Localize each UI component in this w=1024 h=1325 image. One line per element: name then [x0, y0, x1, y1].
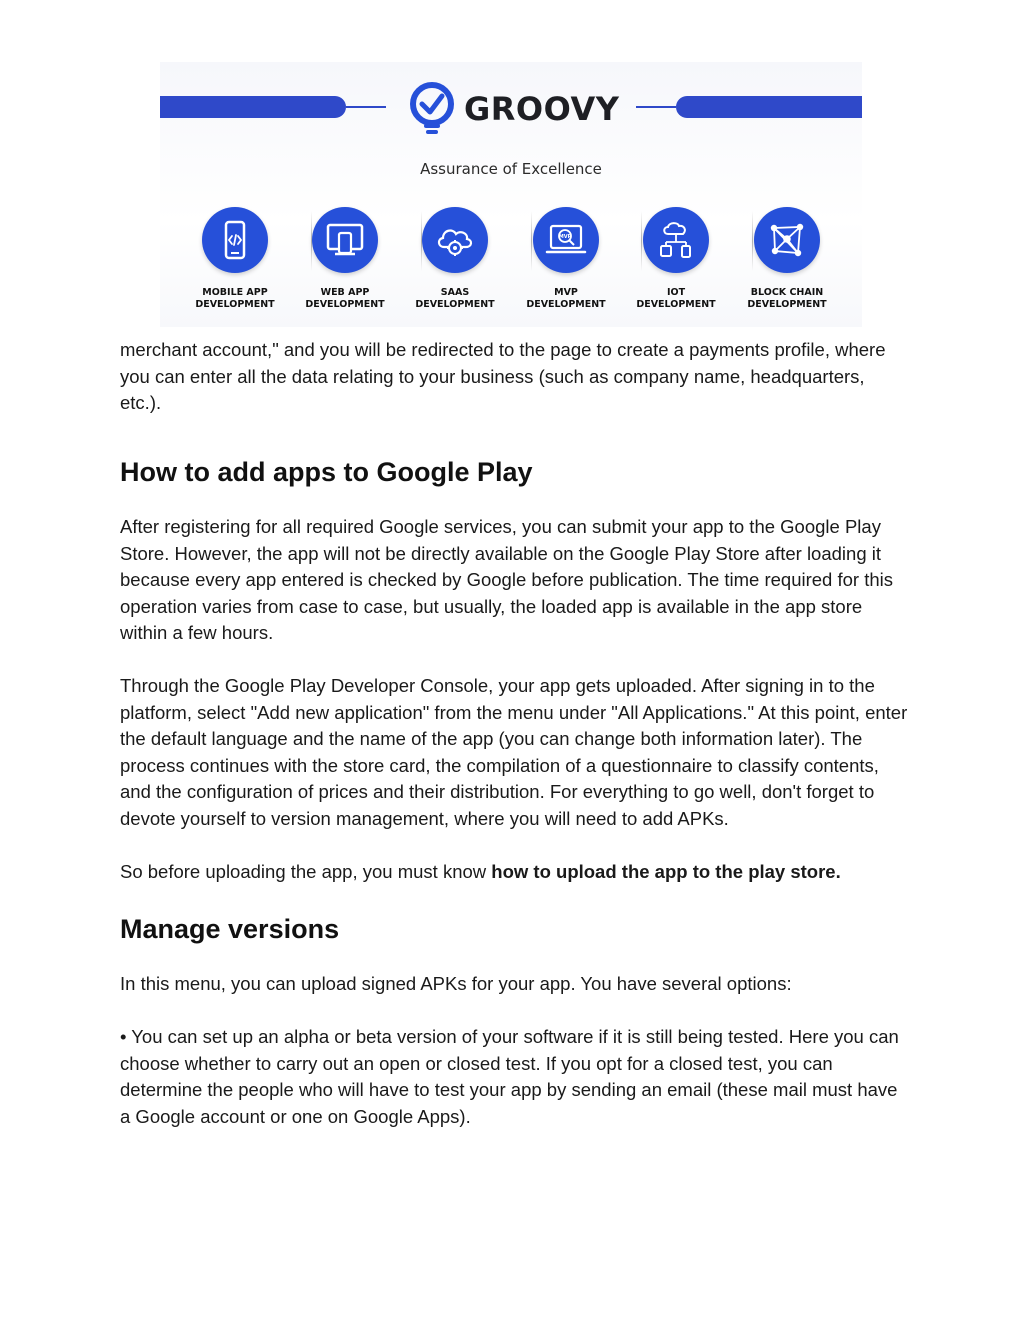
service-saas	[400, 207, 510, 311]
groovy-logo	[408, 82, 628, 138]
service-circle	[202, 207, 268, 273]
heading-manage-versions: Manage versions	[120, 914, 340, 944]
service-label-line: DEVELOPMENT	[526, 299, 606, 310]
service-label	[180, 287, 290, 311]
service-label-line: BLOCK CHAIN	[750, 287, 824, 298]
service-mvp	[511, 207, 621, 311]
mvp-laptop-icon	[545, 222, 587, 258]
cloud-gear-icon	[434, 221, 476, 259]
bullet-alpha-beta: • You can set up an alpha or beta version of your software if it is still being tested. Here you can choose whether to carry out an open or closed test. If you opt for a closed test, you can determine the people who will have to test your app by sending an email (these mail must have a Google account or one on Google Apps).	[120, 1026, 899, 1127]
service-label-line: DEVELOPMENT	[305, 299, 385, 310]
service-label	[732, 287, 842, 311]
mobile-code-icon	[217, 220, 253, 260]
service-web-app	[290, 207, 400, 311]
heading-add-apps: How to add apps to Google Play	[120, 457, 533, 487]
web-app-icon	[325, 222, 365, 258]
groovy-banner	[160, 62, 862, 327]
svg-text:MVP: MVP	[558, 234, 572, 240]
paragraph-after-registering: After registering for all required Google services, you can submit your app to the Google Play Store. However, the app will not be directly available on the Google Play Store after loading it because every app entered is checked by Google before publication. The time required for this operation varies from case to case, but usually, the loaded app is available in the app store within a few hours.	[120, 516, 894, 643]
service-block-chain	[732, 207, 842, 311]
blockchain-network-icon	[767, 220, 807, 260]
before-uploading-text: So before uploading the app, you must know	[120, 861, 492, 882]
iot-devices-icon	[656, 220, 696, 260]
service-label	[621, 287, 731, 311]
banner-bar-left	[160, 96, 346, 118]
banner-connector-right	[636, 106, 676, 108]
service-label	[400, 287, 510, 311]
service-circle	[312, 207, 378, 273]
banner-bar-right	[676, 96, 862, 118]
paragraph-manage-intro: In this menu, you can upload signed APKs for your app. You have several options:	[120, 973, 792, 994]
banner-connector-left	[346, 106, 386, 108]
service-label-line: IOT	[666, 287, 686, 298]
paragraph-developer-console: Through the Google Play Developer Console, your app gets uploaded. After signing in to the platform, select "Add new application" from the menu under "All Applications." At this point, enter the default language and the name of the app (you can change both information later). The process continues with the store card, the compilation of a questionnaire to classify contents, and the configuration of prices and their distribution. For everything to go well, don't forget to devote yourself to version management, where you will need to add APKs.	[120, 675, 908, 829]
service-label	[511, 287, 621, 311]
service-label-line: DEVELOPMENT	[195, 299, 275, 310]
services-row	[180, 207, 842, 317]
service-circle	[754, 207, 820, 273]
upload-app-play-store-emphasis: how to upload the app to the play store.	[491, 861, 841, 882]
service-circle	[422, 207, 488, 273]
service-label-line: DEVELOPMENT	[747, 299, 827, 310]
service-label-line: SAAS	[440, 287, 470, 298]
service-label	[290, 287, 400, 311]
service-label-line: DEVELOPMENT	[636, 299, 716, 310]
paragraph-merchant-account: merchant account," and you will be redirected to the page to create a payments profile, where you can enter all the data relating to your business (such as company name, headquarters, etc.).	[120, 339, 886, 413]
brand-name: GROOVY	[464, 90, 620, 128]
lightbulb-check-icon	[408, 82, 458, 138]
paragraph-before-uploading	[120, 859, 910, 886]
service-label-line: WEB APP	[320, 287, 370, 298]
service-circle	[643, 207, 709, 273]
service-label-line: MOBILE APP	[202, 287, 268, 298]
service-label-line: DEVELOPMENT	[415, 299, 495, 310]
service-mobile-app	[180, 207, 290, 311]
service-iot	[621, 207, 731, 311]
service-label-line: MVP	[554, 287, 578, 298]
tagline: Assurance of Excellence	[420, 160, 602, 178]
service-circle	[533, 207, 599, 273]
